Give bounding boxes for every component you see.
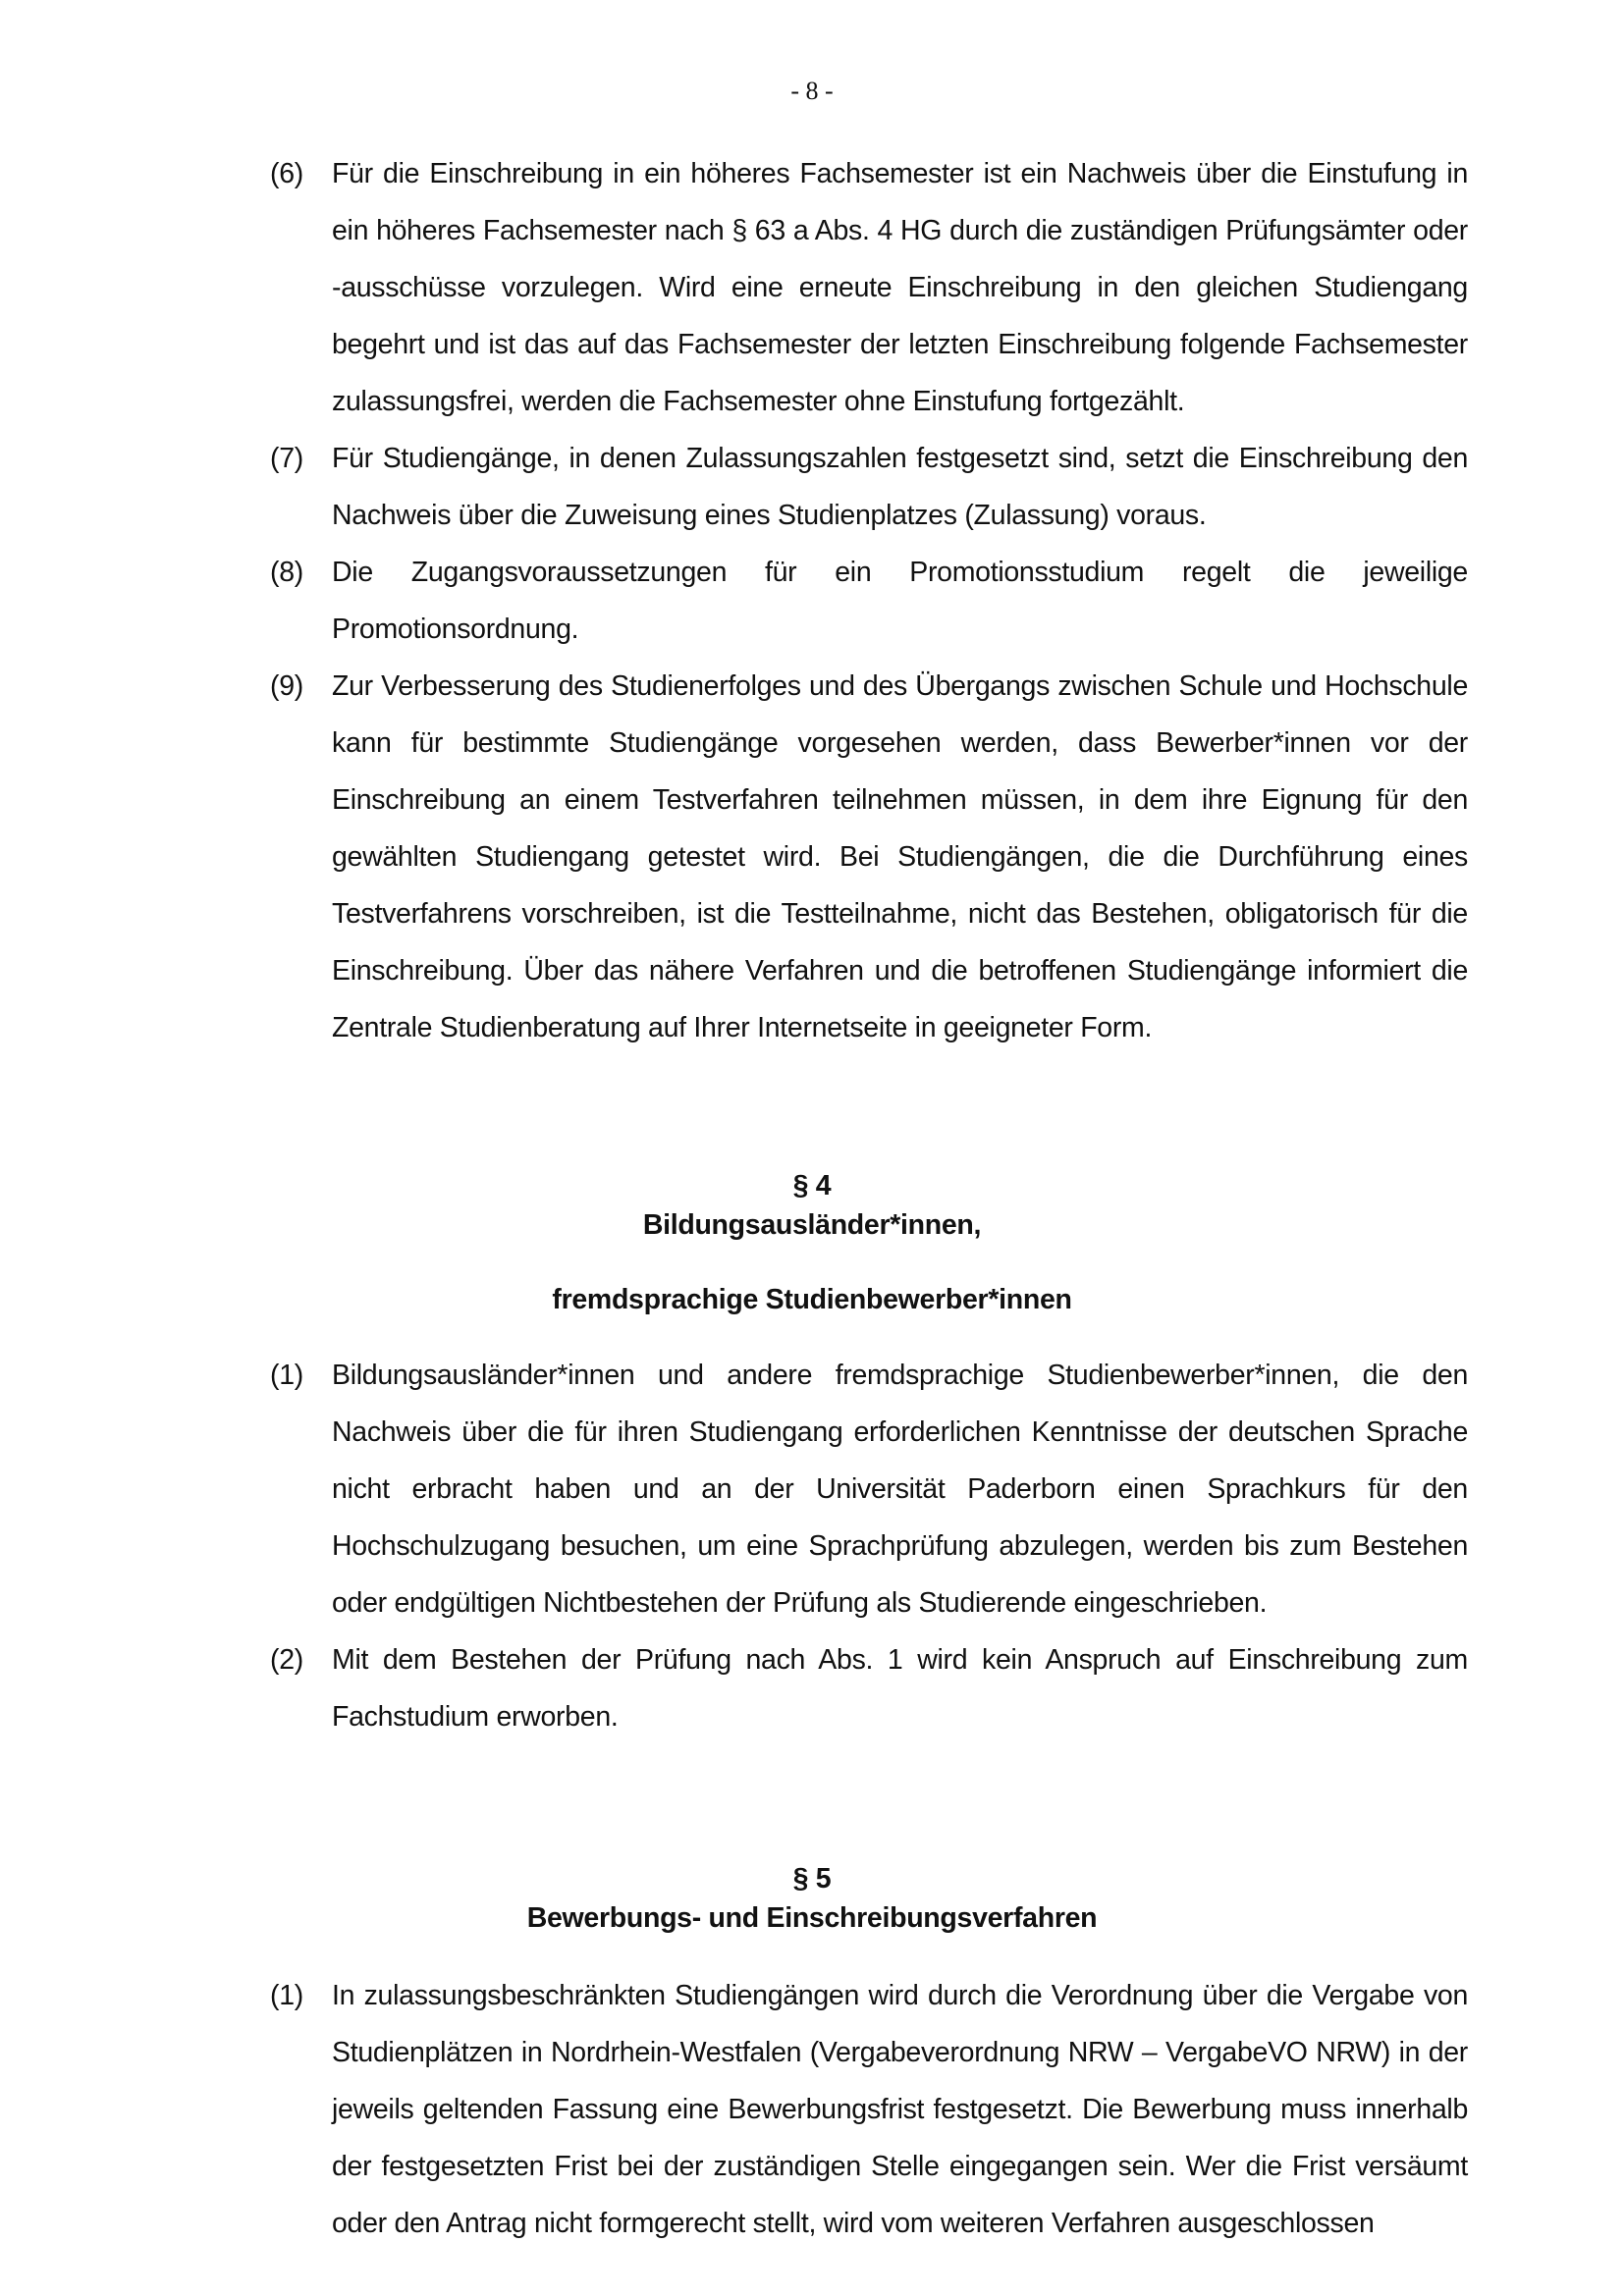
paragraph-3-6 — [270, 145, 1468, 430]
paragraph-number: (9) — [270, 670, 303, 702]
paragraph-4-1 — [270, 1347, 1468, 1631]
paragraph-4-2 — [270, 1631, 1468, 1745]
section-5-title: Bewerbungs- und Einschreibungsverfahren — [526, 1902, 1098, 1934]
paragraph-text: Die Zugangsvoraussetzungen für ein Promotionsstudium regelt die jeweilige Promotionsordnung. — [332, 557, 1468, 645]
section-4-title-line-2: fremdsprachige Studienbewerber*innen — [552, 1284, 1072, 1315]
paragraph-text: Mit dem Bestehen der Prüfung nach Abs. 1 wird kein Anspruch auf Einschreibung zum Fachstudium erworben. — [332, 1644, 1468, 1733]
paragraph-text: Zur Verbesserung des Studienerfolges und des Übergangs zwischen Schule und Hochschule kann für bestimmte Studiengänge vorgesehen werden, dass Bewerber*innen vor der Einschreibung an einem Testverfahren teilnehmen müssen, in dem ihre Eignung für den gewählten Studiengang getestet wird. Bei Studiengängen, die die Durchführung eines Testverfahrens vorschreiben, ist die Testteilnahme, nicht das Bestehen, obligatorisch für die Einschreibung. Über das nähere Verfahren und die betroffenen Studiengänge informiert die Zentrale Studienberatung auf Ihrer Internetseite in geeigneter Form. — [332, 670, 1468, 1043]
paragraph-3-7 — [270, 430, 1468, 544]
paragraph-number: (6) — [270, 158, 303, 189]
section-4-symbol: § 4 — [792, 1170, 832, 1201]
section-4-title-line-1: Bildungsausländer*innen, — [642, 1209, 982, 1241]
paragraph-number: (2) — [270, 1644, 303, 1676]
paragraph-text: Für die Einschreibung in ein höheres Fachsemester ist ein Nachweis über die Einstufung in ein höheres Fachsemester nach § 63 a Abs. 4 HG durch die zuständigen Prüfungsämter oder -ausschüsse vorzulegen. Wird eine erneute Einschreibung in den gleichen Studiengang begehrt und ist das auf das Fachsemester der letzten Einschreibung folgende Fachsemester zulassungsfrei, werden die Fachsemester ohne Einstufung fortgezählt. — [332, 158, 1468, 417]
paragraph-text: In zulassungsbeschränkten Studiengängen wird durch die Verordnung über die Vergabe von Studienplätzen in Nordrhein-Westfalen (Vergabeverordnung NRW – VergabeVO NRW) in der jeweils geltenden Fassung eine Bewerbungsfrist festgesetzt. Die Bewerbung muss innerhalb der festgesetzten Frist bei der zuständigen Stelle eingegangen sein. Wer die Frist versäumt oder den Antrag nicht formgerecht stellt, wird vom weiteren Verfahren ausgeschlossen — [332, 1980, 1468, 2239]
paragraph-text: Bildungsausländer*innen und andere fremdsprachige Studienbewerber*innen, die den Nachweis über die für ihren Studiengang erforderlichen Kenntnisse der deutschen Sprache nicht erbracht haben und an der Universität Paderborn einen Sprachkurs für den Hochschulzugang besuchen, um eine Sprachprüfung abzulegen, werden bis zum Bestehen oder endgültigen Nichtbestehen der Prüfung als Studierende eingeschrieben. — [332, 1360, 1468, 1619]
paragraph-3-9 — [270, 658, 1468, 1056]
paragraph-text: Für Studiengänge, in denen Zulassungszahlen festgesetzt sind, setzt die Einschreibung den Nachweis über die Zuweisung eines Studienplatzes (Zulassung) voraus. — [332, 443, 1468, 531]
paragraph-number: (1) — [270, 1360, 303, 1391]
paragraph-number: (1) — [270, 1980, 303, 2011]
section-5-symbol: § 5 — [792, 1863, 832, 1895]
paragraph-number: (7) — [270, 443, 303, 474]
paragraph-5-1 — [270, 1967, 1468, 2252]
paragraph-number: (8) — [270, 557, 303, 588]
paragraph-3-8 — [270, 544, 1468, 658]
page-number: - 8 - — [790, 77, 834, 105]
